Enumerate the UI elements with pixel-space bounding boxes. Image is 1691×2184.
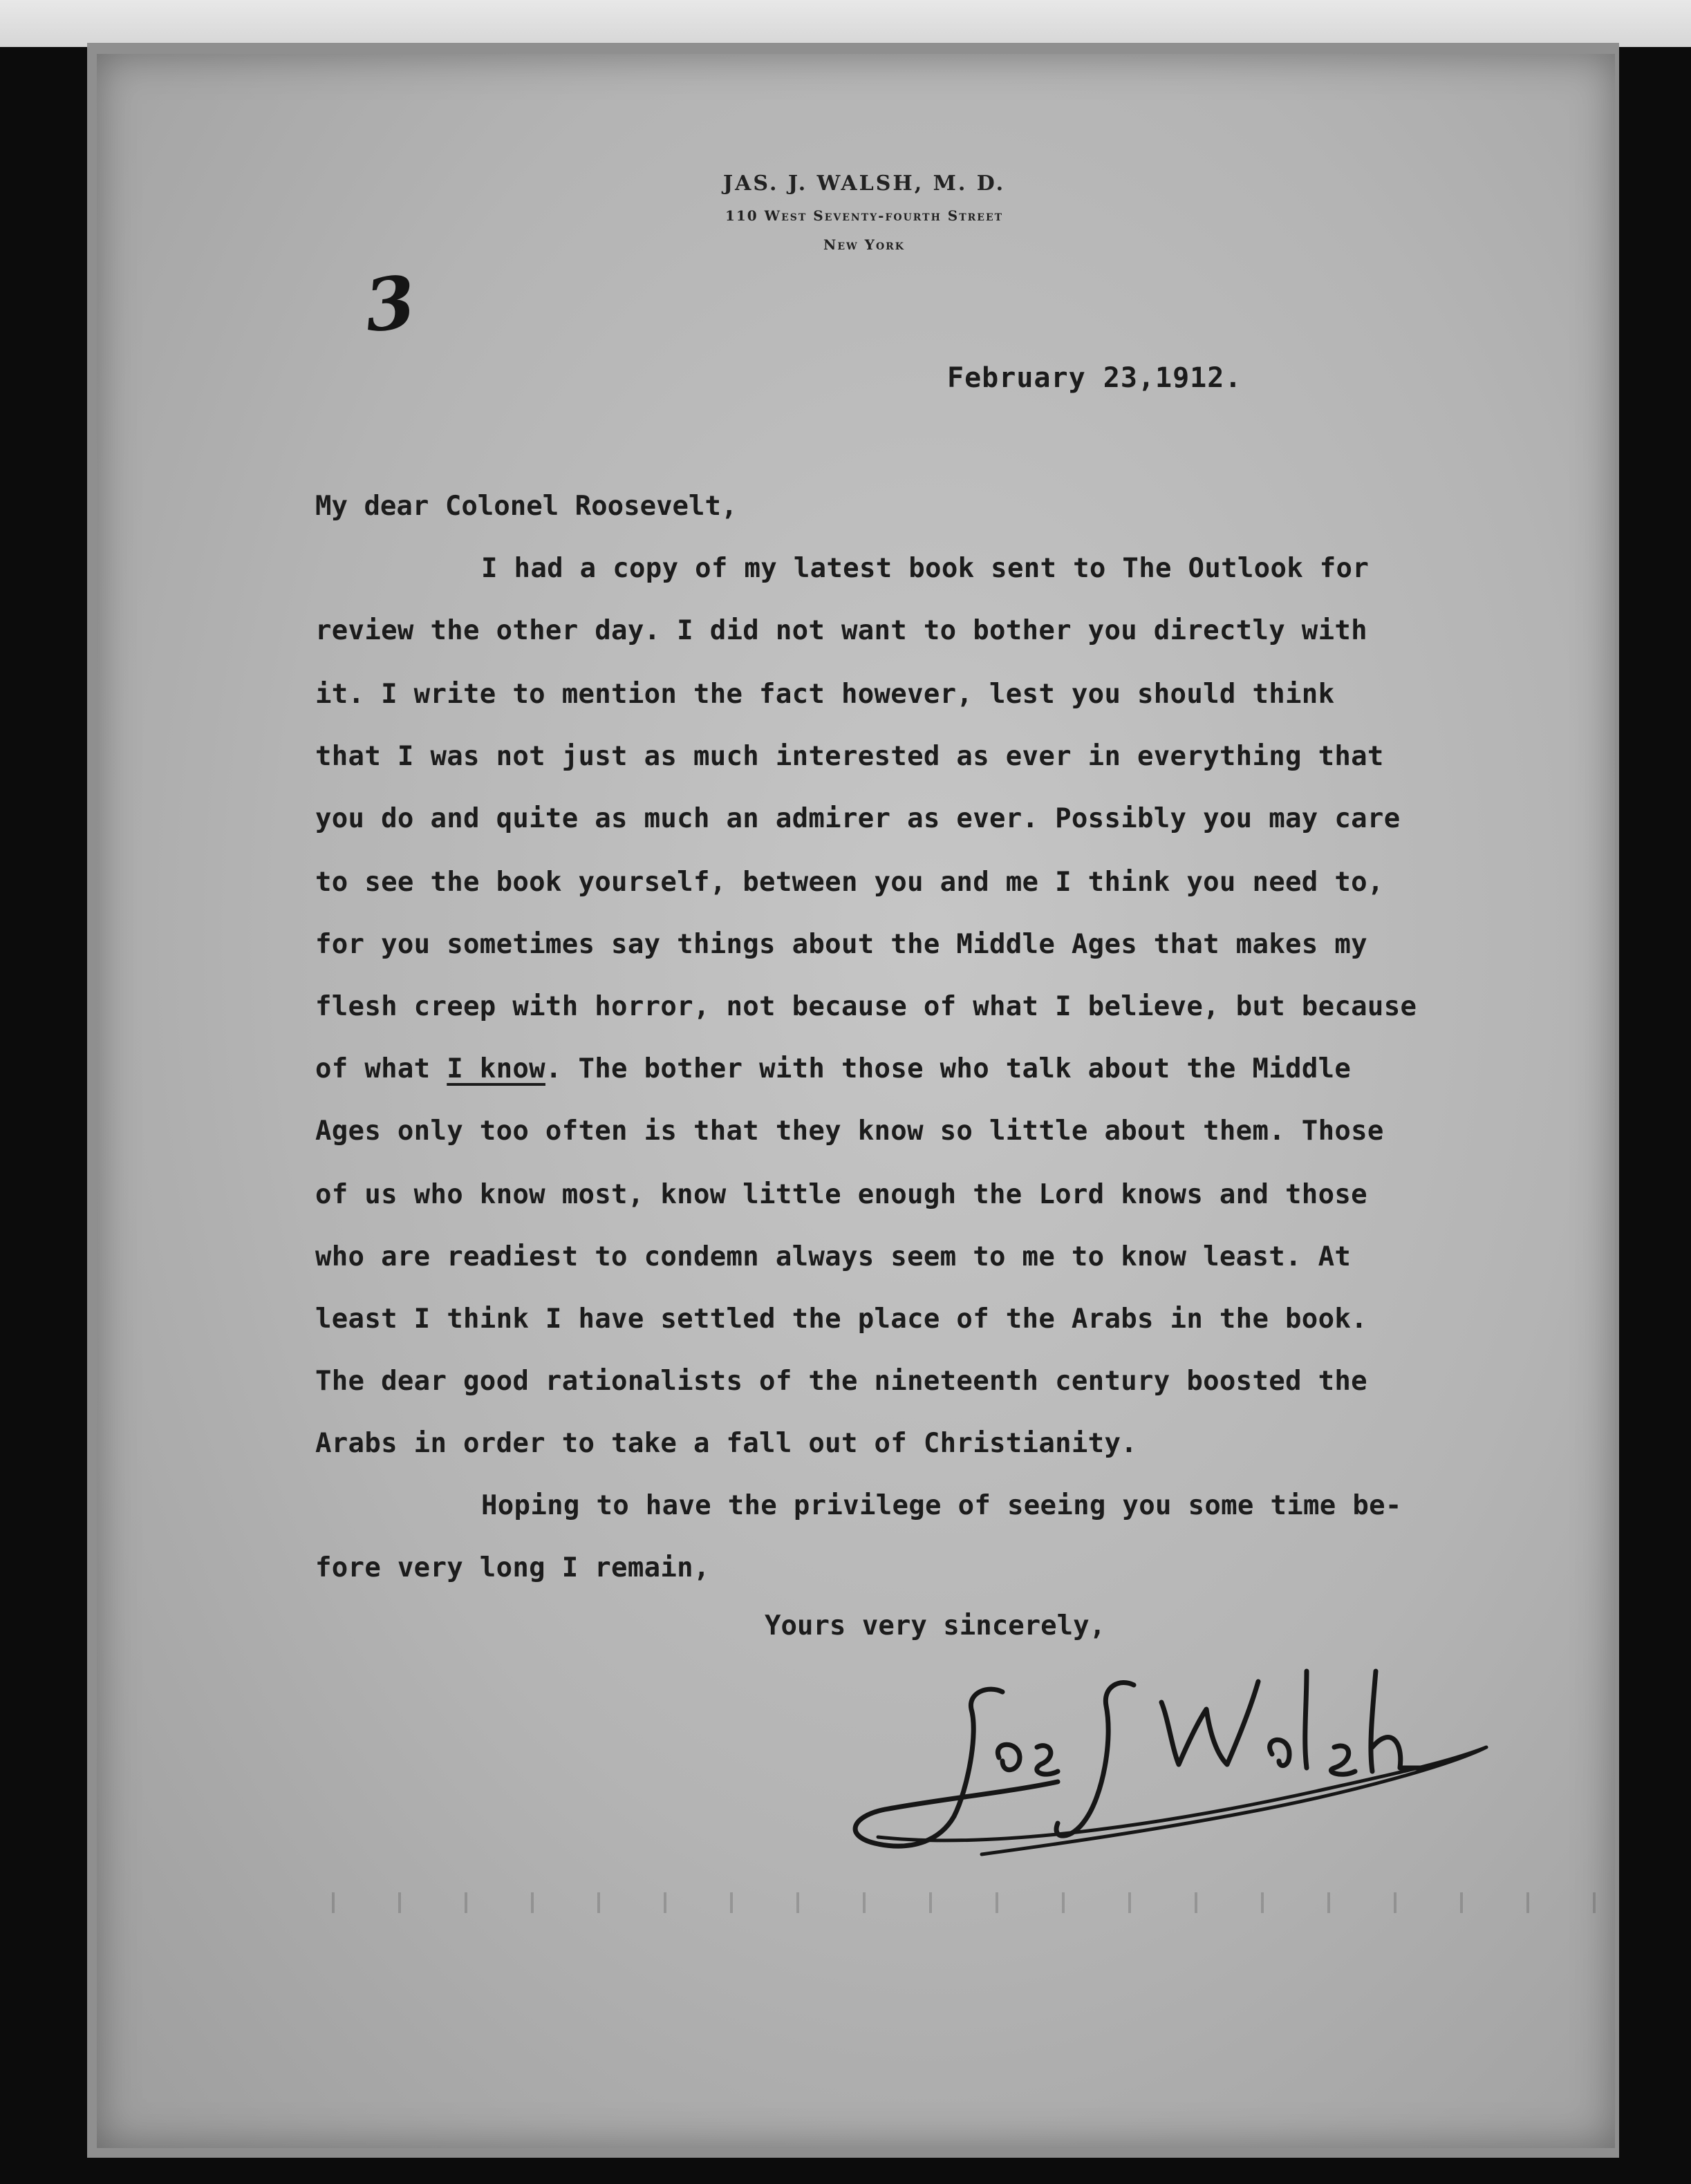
letterhead-city: New York xyxy=(823,236,905,253)
letter-sheet xyxy=(97,54,1615,2148)
body-line-3: it. I write to mention the fact however, lest you should think xyxy=(315,679,1335,710)
letterhead-street: 110 West Seventy-fourth Street xyxy=(725,207,1004,224)
body-line-9 xyxy=(315,1053,1351,1084)
body-line-7: for you sometimes say things about the Middle Ages that makes my xyxy=(315,929,1367,960)
body-line-5: you do and quite as much an admirer as ever. Possibly you may care xyxy=(315,803,1401,834)
backdrop xyxy=(0,0,1691,47)
body-line-1: I had a copy of my latest book sent to The Outlook for xyxy=(481,553,1370,584)
signature xyxy=(830,1644,1521,1892)
body-line-14: The dear good rationalists of the nineteenth century boosted the xyxy=(315,1366,1367,1397)
folio-number: 3 xyxy=(360,258,420,349)
salutation: My dear Colonel Roosevelt, xyxy=(315,491,738,522)
body-line-10: Ages only too often is that they know so little about them. Those xyxy=(315,1115,1384,1147)
letter-date: February 23,1912. xyxy=(947,362,1242,394)
body-line-15: Arabs in order to take a fall out of Christianity. xyxy=(315,1428,1137,1459)
body-line-9-start: of what xyxy=(315,1053,447,1084)
body-line-2: review the other day. I did not want to bother you directly with xyxy=(315,615,1367,646)
body-line-4: that I was not just as much interested as ever in everything that xyxy=(315,741,1384,772)
body-line-17: fore very long I remain, xyxy=(315,1552,710,1583)
closing: Yours very sincerely, xyxy=(765,1610,1106,1641)
underlined-i-know: I know xyxy=(447,1053,545,1084)
body-line-12: who are readiest to condemn always seem to me to know least. At xyxy=(315,1241,1352,1272)
letterhead-name: JAS. J. WALSH, M. D. xyxy=(722,171,1006,196)
body-line-11: of us who know most, know little enough the Lord knows and those xyxy=(315,1179,1367,1210)
body-line-8: flesh creep with horror, not because of what I believe, but because xyxy=(315,991,1417,1022)
bleed-through-marks xyxy=(304,1892,1615,1913)
body-line-9-end: . The bother with those who talk about the Middle xyxy=(545,1053,1352,1084)
body-line-16: Hoping to have the privilege of seeing you some time be- xyxy=(481,1490,1402,1521)
body-line-6: to see the book yourself, between you and me I think you need to, xyxy=(315,867,1384,898)
body-line-13: least I think I have settled the place of the Arabs in the book. xyxy=(315,1303,1367,1335)
